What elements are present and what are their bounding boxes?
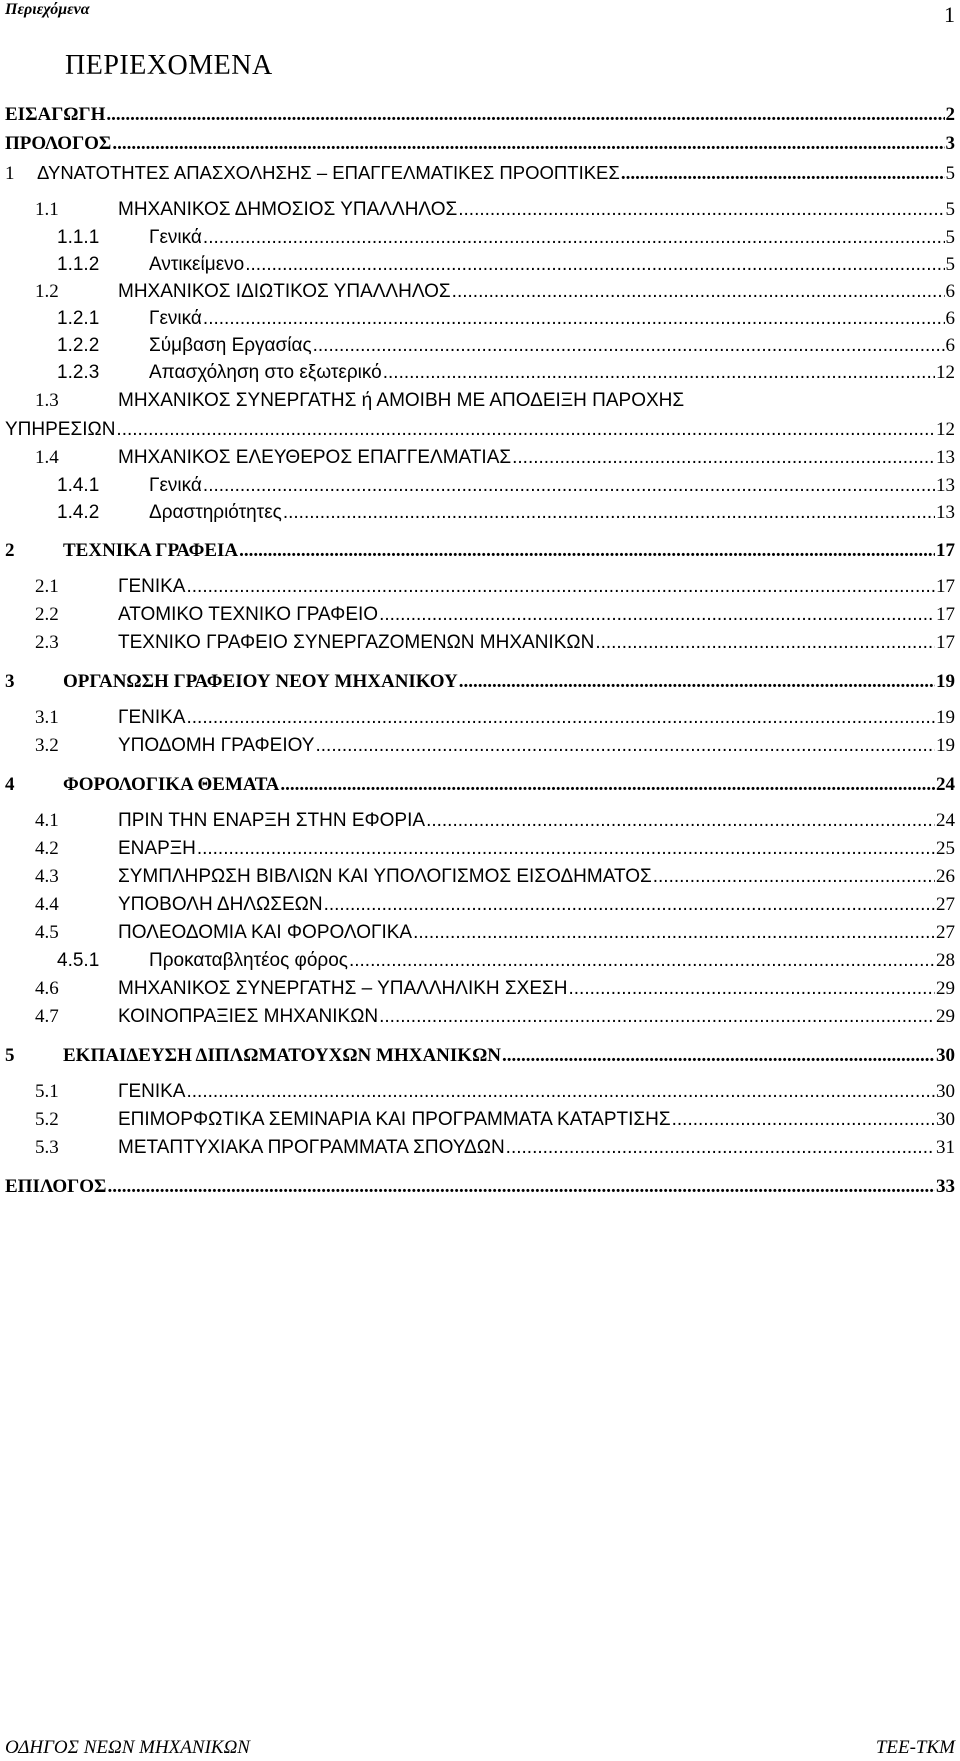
toc-entry[interactable] (5, 1041, 955, 1070)
toc-entry-page: 6 (945, 335, 955, 356)
toc-entry[interactable] (5, 444, 955, 472)
toc-entry-title: ΕΠΙΜΟΡΦΩΤΙΚΑ ΣΕΜΙΝΑΡΙΑ ΚΑΙ ΠΡΟΓΡΑΜΜΑΤΑ ΚΑΤΑΡΤΙΣΗΣ (118, 1109, 671, 1130)
toc-leader-dots (459, 667, 935, 696)
toc-entry-number: 1.4 (35, 447, 59, 468)
toc-entry-page: 5 (945, 163, 955, 184)
toc-entry-page: 29 (936, 978, 955, 999)
toc-entry-page: 29 (936, 1006, 955, 1027)
toc-entry-page: 6 (945, 281, 955, 302)
toc-leader-dots (203, 472, 935, 499)
page-header (5, 0, 955, 27)
toc-entry-title: ΓΕΝΙΚΑ (118, 707, 186, 728)
toc-entry-page: 5 (945, 199, 955, 220)
toc-leader-dots (107, 1172, 935, 1201)
toc-leader-dots (315, 732, 935, 760)
toc-leader-dots (653, 863, 935, 891)
toc-entry-title-continued: ΥΠΗΡΕΣΙΩΝ (5, 419, 116, 440)
toc-entry-page: 30 (936, 1109, 955, 1130)
toc-entry-page: 27 (936, 894, 955, 915)
toc-entry-page: 13 (936, 502, 955, 523)
toc-entry[interactable] (5, 386, 955, 444)
toc-leader-dots (239, 536, 935, 565)
toc-entry-number: 5 (5, 1045, 15, 1066)
toc-entry-page: 19 (936, 671, 955, 692)
toc-entry-title: ΕΝΑΡΞΗ (118, 838, 196, 859)
toc-entry-number: 4.1 (35, 810, 59, 831)
toc-entry-page: 12 (936, 362, 955, 383)
toc-leader-dots (283, 499, 935, 526)
toc-entry-number: 4.6 (35, 978, 59, 999)
toc-entry-page: 24 (936, 810, 955, 831)
toc-entry-title: ΓΕΝΙΚΑ (118, 576, 186, 597)
toc-entry-number: 4.5 (35, 922, 59, 943)
toc-entry[interactable] (5, 573, 955, 601)
toc-entry-title: ΤΕΧΝΙΚΑ ΓΡΑΦΕΙΑ (63, 540, 239, 561)
toc-leader-dots (203, 305, 945, 332)
toc-leader-dots (116, 415, 935, 444)
toc-entry-title: ΑΤΟΜΙΚΟ ΤΕΧΝΙΚΟ ΓΡΑΦΕΙΟ (118, 604, 379, 625)
toc-leader-dots (568, 975, 935, 1003)
toc-entry-title: ΚΟΙΝΟΠΡΑΞΙΕΣ ΜΗΧΑΝΙΚΩΝ (118, 1006, 379, 1027)
toc-entry-page: 25 (936, 838, 955, 859)
toc-leader-dots (452, 278, 945, 305)
toc-title: ΠΕΡΙΕΧΟΜΕΝΑ (65, 50, 273, 81)
toc-entry[interactable] (5, 251, 955, 278)
toc-entry[interactable] (5, 472, 955, 499)
toc-leader-dots (413, 919, 935, 947)
toc-leader-dots (379, 601, 935, 629)
toc-leader-dots (186, 573, 935, 601)
toc-entry-title: Προκαταβλητέος φόρος (149, 950, 348, 971)
toc-entry-title: ΣΥΜΠΛΗΡΩΣΗ ΒΙΒΛΙΩΝ ΚΑΙ ΥΠΟΛΟΓΙΣΜΟΣ ΕΙΣΟΔΗΜΑΤΟΣ (118, 866, 652, 887)
toc-entry-title: ΠΡΙΝ ΤΗΝ ΕΝΑΡΞΗ ΣΤΗΝ ΕΦΟΡΙΑ (118, 810, 426, 831)
toc-entry-number: 2.2 (35, 604, 59, 625)
toc-entry-page: 30 (936, 1045, 955, 1066)
toc-entry-title: ΦΟΡΟΛΟΓΙΚΑ ΘΕΜΑΤΑ (63, 774, 280, 795)
toc-entry-number: 4.5.1 (57, 950, 100, 971)
toc-entry-title: Απασχόληση στο εξωτερικό (149, 362, 382, 383)
toc-entry-page: 12 (936, 419, 955, 440)
toc-leader-dots (512, 444, 935, 472)
toc-entry-number: 1.1 (35, 199, 59, 220)
toc-entry-title: ΜΕΤΑΠΤΥΧΙΑΚΑ ΠΡΟΓΡΑΜΜΑΤΑ ΣΠΟΥΔΩΝ (118, 1137, 505, 1158)
toc-entry-number: 5.1 (35, 1081, 59, 1102)
toc-entry-title: Γενικά (149, 475, 202, 496)
toc-entry-page: 19 (936, 735, 955, 756)
toc-entry-title: Γενικά (149, 308, 202, 329)
toc-entry-page: 27 (936, 922, 955, 943)
header-section-title: Περιεχόμενα (5, 1, 90, 18)
toc-entry-number: 1.2.2 (57, 335, 100, 356)
toc-entry-page: 6 (945, 308, 955, 329)
toc-entry[interactable] (5, 332, 955, 359)
toc-entry-number: 2 (5, 540, 15, 561)
toc-entry-title: Γενικά (149, 227, 202, 248)
toc-entry[interactable] (5, 195, 955, 224)
toc-entry-title: ΜΗΧΑΝΙΚΟΣ ΙΔΙΩΤΙΚΟΣ ΥΠΑΛΛΗΛΟΣ (118, 281, 451, 302)
toc-entry-page: 17 (936, 576, 955, 597)
toc-leader-dots (383, 359, 935, 386)
toc-leader-dots (426, 807, 935, 835)
toc-entry-page: 19 (936, 707, 955, 728)
toc-entry[interactable] (5, 863, 955, 891)
toc-entry-number: 5.2 (35, 1109, 59, 1130)
toc-entry-title: Αντικείμενο (149, 254, 245, 275)
toc-entry-title: ΜΗΧΑΝΙΚΟΣ ΔΗΜΟΣΙΟΣ ΥΠΑΛΛΗΛΟΣ (118, 199, 458, 220)
toc-entry-page: 17 (936, 632, 955, 653)
toc-entry[interactable] (5, 1106, 955, 1134)
toc-entry-page: 3 (945, 133, 955, 154)
toc-entry[interactable] (5, 305, 955, 332)
toc-entry[interactable] (5, 158, 955, 187)
toc-entry-title: ΜΗΧΑΝΙΚΟΣ ΣΥΝΕΡΓΑΤΗΣ ή ΑΜΟΙΒΗ ΜΕ ΑΠΟΔΕΙΞΗ ΠΑΡΟΧΗΣ (118, 390, 685, 411)
toc-entry-page: 17 (936, 540, 955, 561)
toc-entry-number: 1.2.3 (57, 362, 100, 383)
toc-leader-dots (186, 704, 935, 732)
header-page-number: 1 (944, 2, 955, 27)
toc-entry-number: 1.2.1 (57, 308, 100, 329)
toc-leader-dots (349, 947, 935, 975)
toc-entry-number: 3.1 (35, 707, 59, 728)
toc-entry[interactable] (5, 732, 955, 760)
toc-entry-title: ΕΙΣΑΓΩΓΗ (5, 104, 106, 125)
toc-leader-dots (106, 100, 944, 129)
footer-organization: ΤΕΕ-ΤΚΜ (875, 1737, 955, 1758)
toc-leader-dots (112, 129, 944, 158)
toc-entry-title: ΜΗΧΑΝΙΚΟΣ ΣΥΝΕΡΓΑΤΗΣ – ΥΠΑΛΛΗΛΙΚΗ ΣΧΕΣΗ (118, 978, 568, 999)
toc-entry[interactable] (5, 601, 955, 629)
toc-entry-page: 5 (945, 227, 955, 248)
toc-entry-number: 3.2 (35, 735, 59, 756)
toc-entry[interactable] (5, 224, 955, 251)
toc-entry[interactable] (5, 975, 955, 1003)
toc-entry[interactable] (5, 499, 955, 526)
toc-entry[interactable] (5, 1003, 955, 1031)
toc-entry-number: 3 (5, 671, 15, 692)
toc-entry-number: 1.1.2 (57, 254, 100, 275)
toc-entry[interactable] (5, 770, 955, 799)
toc-entry-page: 24 (936, 774, 955, 795)
toc-entry[interactable] (5, 629, 955, 657)
toc-entry-page: 13 (936, 447, 955, 468)
toc-entry-title: ΤΕΧΝΙΚΟ ΓΡΑΦΕΙΟ ΣΥΝΕΡΓΑΖΟΜΕΝΩΝ ΜΗΧΑΝΙΚΩΝ (118, 632, 595, 653)
toc-entry[interactable] (5, 807, 955, 835)
toc-leader-dots (458, 195, 944, 224)
toc-entry-page: 30 (936, 1081, 955, 1102)
page-footer (5, 1731, 955, 1761)
toc-leader-dots (621, 159, 945, 188)
toc-entry-page: 5 (945, 254, 955, 275)
toc-entry-page: 33 (936, 1176, 955, 1197)
toc-entry-number: 4.7 (35, 1006, 59, 1027)
toc-entry-number: 4.2 (35, 838, 59, 859)
toc-entry-number: 1.3 (35, 390, 59, 411)
toc-entry[interactable] (5, 704, 955, 732)
toc-entry-number: 1 (5, 163, 15, 184)
toc-entry-page: 2 (945, 104, 955, 125)
toc-entry-number: 4.4 (35, 894, 59, 915)
footer-document-title: ΟΔΗΓΟΣ ΝΕΩΝ ΜΗΧΑΝΙΚΩΝ (5, 1737, 250, 1758)
toc-entry[interactable] (5, 1172, 955, 1201)
toc-entry-number: 2.1 (35, 576, 59, 597)
toc-entry-title: ΟΡΓΑΝΩΣΗ ΓΡΑΦΕΙΟΥ ΝΕΟΥ ΜΗΧΑΝΙΚΟΥ (63, 671, 458, 692)
toc-leader-dots (313, 332, 945, 359)
toc-entry-title: ΠΡΟΛΟΓΟΣ (5, 133, 112, 154)
toc-entry[interactable] (5, 536, 955, 565)
toc-entry-title: ΠΟΛΕΟΔΟΜΙΑ ΚΑΙ ΦΟΡΟΛΟΓΙΚΑ (118, 922, 413, 943)
table-of-contents (5, 100, 955, 1201)
toc-entry[interactable] (5, 947, 955, 975)
toc-leader-dots (203, 224, 945, 251)
toc-entry-number: 5.3 (35, 1137, 59, 1158)
toc-entry[interactable] (5, 1134, 955, 1162)
toc-entry[interactable] (5, 1078, 955, 1106)
toc-entry-title: ΕΠΙΛΟΓΟΣ (5, 1176, 107, 1197)
toc-leader-dots (324, 891, 935, 919)
toc-entry-page: 17 (936, 604, 955, 625)
toc-entry-page: 26 (936, 866, 955, 887)
toc-entry-title: Δραστηριότητες (149, 502, 282, 523)
toc-entry[interactable] (5, 891, 955, 919)
toc-entry[interactable] (5, 359, 955, 386)
toc-entry-number: 4 (5, 774, 15, 795)
toc-entry[interactable] (5, 667, 955, 696)
toc-entry-title: ΥΠΟΒΟΛΗ ΔΗΛΩΣΕΩΝ (118, 894, 323, 915)
toc-entry-number: 1.1.1 (57, 227, 100, 248)
toc-entry-page: 28 (936, 950, 955, 971)
toc-leader-dots (186, 1078, 935, 1106)
toc-leader-dots (197, 835, 935, 863)
toc-entry[interactable] (5, 919, 955, 947)
toc-entry-title: ΜΗΧΑΝΙΚΟΣ ΕΛΕΥΘΕΡΟΣ ΕΠΑΓΓΕΛΜΑΤΙΑΣ (118, 447, 512, 468)
toc-entry-number: 4.3 (35, 866, 59, 887)
toc-entry-page: 31 (936, 1137, 955, 1158)
toc-leader-dots (672, 1106, 935, 1134)
toc-entry[interactable] (5, 278, 955, 305)
toc-entry-page: 13 (936, 475, 955, 496)
toc-entry-title: ΓΕΝΙΚΑ (118, 1081, 186, 1102)
toc-entry-title: Σύμβαση Εργασίας (149, 335, 312, 356)
toc-leader-dots (595, 629, 935, 657)
toc-entry-number: 1.4.1 (57, 475, 100, 496)
toc-leader-dots (379, 1003, 935, 1031)
toc-entry[interactable] (5, 835, 955, 863)
toc-leader-dots (502, 1041, 935, 1070)
toc-entry[interactable] (5, 129, 955, 158)
toc-leader-dots (506, 1134, 935, 1162)
toc-entry-title: ΔΥΝΑΤΟΤΗΤΕΣ ΑΠΑΣΧΟΛΗΣΗΣ – ΕΠΑΓΓΕΛΜΑΤΙΚΕΣ ΠΡΟΟΠΤΙΚΕΣ (37, 162, 620, 183)
toc-entry-number: 1.4.2 (57, 502, 100, 523)
toc-entry-title: ΥΠΟΔΟΜΗ ΓΡΑΦΕΙΟΥ (118, 735, 315, 756)
toc-entry[interactable] (5, 100, 955, 129)
toc-leader-dots (280, 770, 935, 799)
toc-entry-title: ΕΚΠΑΙΔΕΥΣΗ ΔΙΠΛΩΜΑΤΟΥΧΩΝ ΜΗΧΑΝΙΚΩΝ (63, 1045, 502, 1066)
toc-entry-number: 1.2 (35, 281, 59, 302)
toc-leader-dots (245, 251, 944, 278)
toc-entry-number: 2.3 (35, 632, 59, 653)
